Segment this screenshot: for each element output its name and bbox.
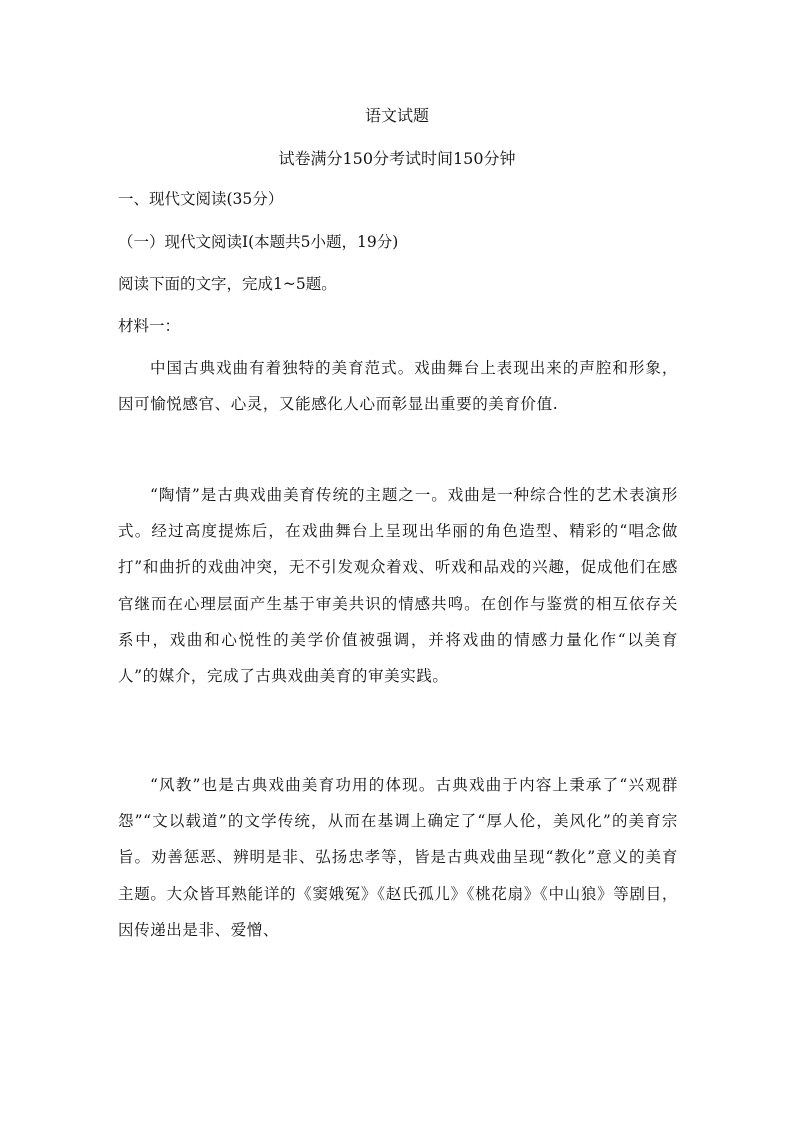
exam-title: 语文试题 [364, 106, 429, 125]
paragraph-1: 中国古典戏曲有着独特的美育范式。戏曲舞台上表现出来的声腔和形象，因可愉悦感官、心灵，又能感化人心而彰显出重要的美育价值. [118, 359, 678, 414]
reading-instruction: 阅读下面的文字，完成1~5题。 [118, 275, 337, 293]
paragraph-2: “陶情”是古典戏曲美育传统的主题之一。戏曲是一种综合性的艺术表演形式。经过高度提炼后，在戏曲舞台上呈现出华丽的角色造型、精彩的“唱念做打”和曲折的戏曲冲突，无不引发观众着戏、听戏和品戏的兴趣，促成他们在感官继而在心理层面产生基于审美共识的情感共鸣。在创作与鉴赏的相互依存关系中，戏曲和心悦性的美学价值被强调，并将戏曲的情感力量化作“以美育人”的媒介，完成了古典戏曲美育的审美实践。 [118, 486, 678, 686]
paragraph-3: “风教”也是古典戏曲美育功用的体现。古典戏曲于内容上秉承了“兴观群怨”“文以载道”的文学传统，从而在基调上确定了“厚人伦，美风化”的美育宗旨。劝善惩恶、辨明是非、弘扬忠孝等，皆是古典戏曲呈现“教化”意义的美育主题。大众皆耳熟能详的《窦娥冤》《赵氏孤儿》《桃花扇》《中山狼》等剧目，因传递出是非、爱憎、 [118, 776, 678, 939]
section-heading: 一、现代文阅读(35分） [118, 190, 284, 208]
material-label: 材料一： [118, 317, 181, 335]
exam-subtitle: 试卷满分150分考试时间150分钟 [278, 149, 516, 168]
section-subheading: （一）现代文阅读I(本题共5小题，19分) [118, 233, 399, 251]
